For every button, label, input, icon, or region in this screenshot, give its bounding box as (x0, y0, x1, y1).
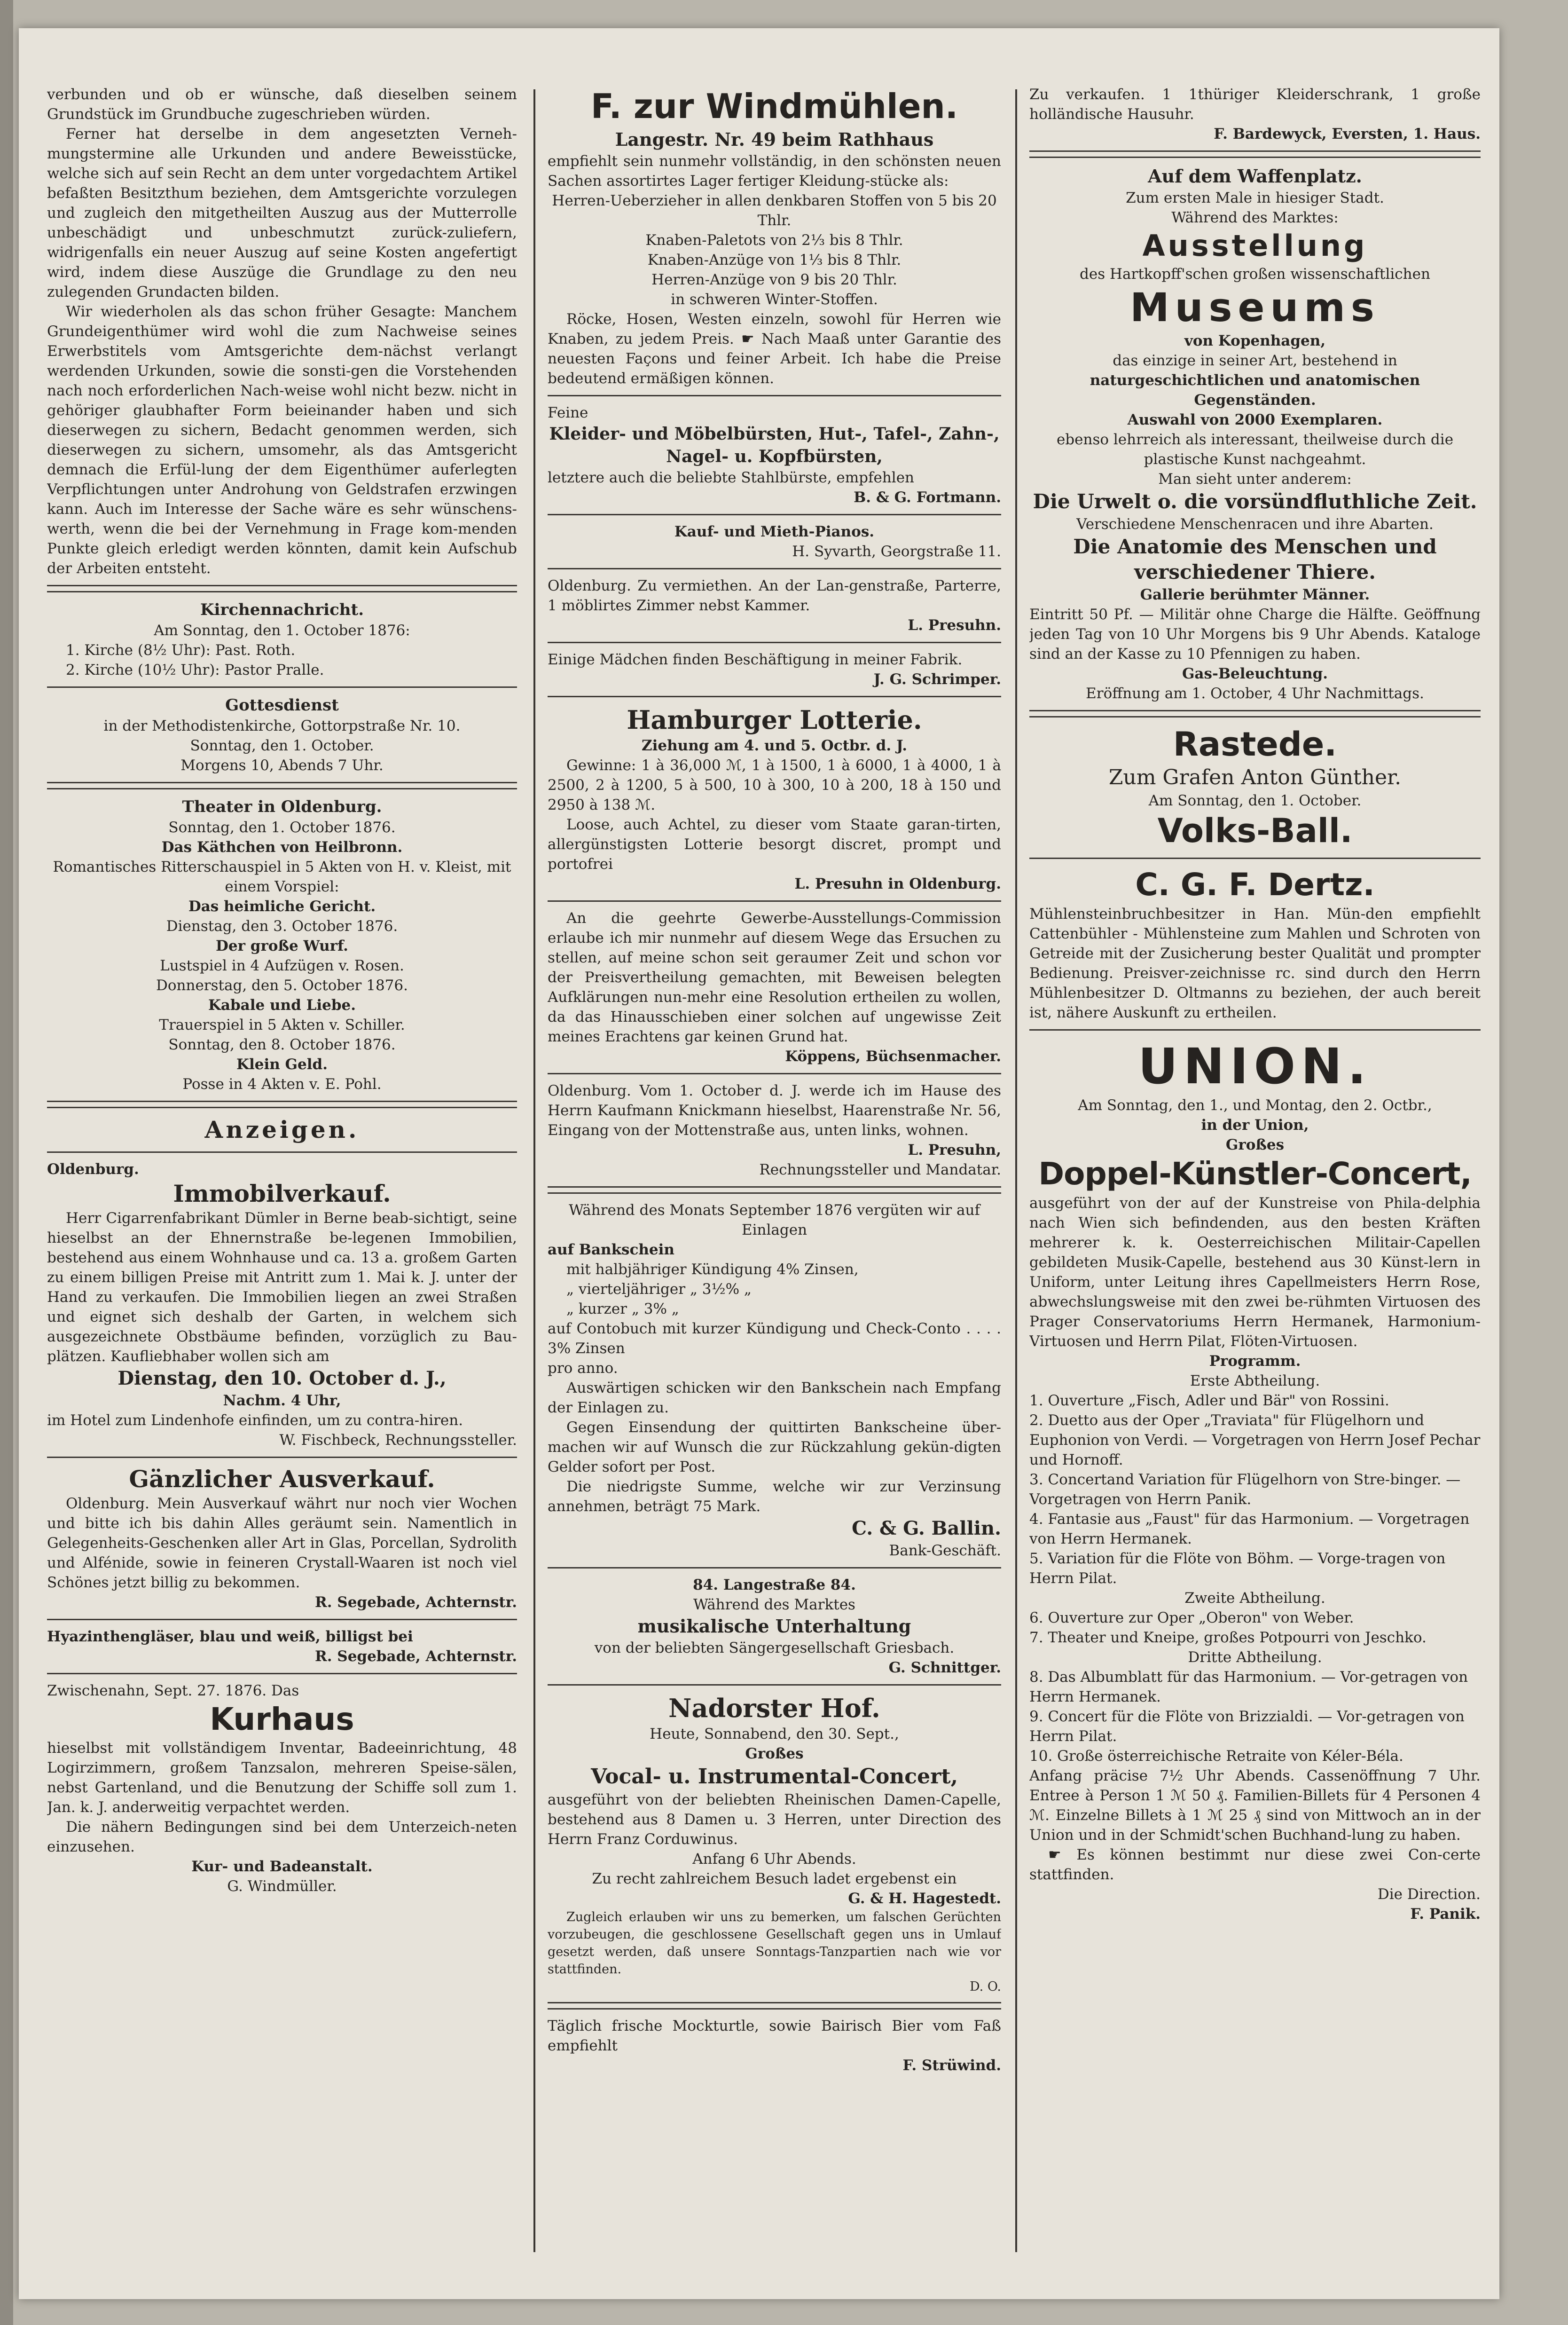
ad-line: auf Contobuch mit kurzer Kündigung und Check-Conto . . . . 3% Zinsen (548, 1320, 1001, 1357)
ad-buersten (548, 403, 1001, 507)
ad-body: Röcke, Hosen, Westen einzeln, sowohl für Herren wie Knaben, zu jedem Preis. ☛ Nach Maaß unter Garantie des neuesten Façons und feiner Arbeit. Ich habe die Preise bedeutend ermäßigen können. (548, 311, 1001, 387)
program-section: Erste Abtheilung. (1190, 1372, 1320, 1389)
divider (47, 782, 517, 789)
ad-line: Zum ersten Male in hiesiger Stadt. (1126, 189, 1384, 206)
column-1 (47, 85, 517, 2262)
program-title: Programm. (1209, 1353, 1301, 1370)
ad-body: Gewinne: 1 à 36,000 ℳ, 1 à 1500, 1 à 6000, 1 à 4000, 1 à 2500, 2 à 1200, 5 à 500, 10 à 300, 10 à 200, 18 à 150 und 2950 à 138 ℳ. (548, 757, 1001, 813)
ad-body: hieselbst mit vollständigem Inventar, Badeeinrichtung, 48 Logirzimmern, großem Tanzsalon, mehreren Speise-sälen, nebst Gartenland, und die Benutzung der Schiffe soll zum 1. Jan. k. J. anderweitig verpachtet werden. (47, 1740, 517, 1816)
theater-desc: Trauerspiel in 5 Akten v. Schiller. (159, 1017, 405, 1033)
program-item: 10. Große österreichische Retraite von Kéler-Béla. (1029, 1748, 1403, 1765)
theater-play: Das Käthchen von Heilbronn. (161, 839, 403, 856)
divider (47, 686, 517, 688)
program-item: 7. Theater und Kneipe, großes Potpourri von Jeschko. (1029, 1629, 1427, 1646)
ad-line: Knaben-Paletots von 2⅓ bis 8 Thlr. (645, 232, 903, 249)
ad-signature: W. Fischbeck, Rechnungssteller. (279, 1432, 517, 1449)
theater-desc: Romantisches Ritterschauspiel in 5 Akten von H. v. Kleist, mit einem Vorspiel: (53, 859, 511, 895)
program-item: 6. Ouverture zur Oper „Oberon" von Weber. (1029, 1609, 1354, 1626)
theater-date: Dienstag, den 3. October 1876. (166, 918, 398, 935)
column-3 (1029, 85, 1481, 2262)
divider (47, 1151, 517, 1153)
ad-body: Oldenburg. Vom 1. October d. J. werde ich im Hause des Herrn Kaufmann Knickmann hieselbst, Haarenstraße Nr. 56, Eingang von der Mottenstraße aus, unten links, wohnen. (548, 1082, 1001, 1139)
ad-line: pro anno. (548, 1360, 618, 1377)
ad-line: Während des Marktes: (1171, 209, 1339, 226)
theater-date: Sonntag, den 1. October 1876. (168, 819, 396, 836)
theater-title: Theater in Oldenburg. (182, 797, 382, 816)
divider (47, 1619, 517, 1620)
ad-line: mit halbjähriger Kündigung 4% Zinsen, (566, 1261, 859, 1278)
divider (1029, 150, 1481, 158)
ad-kurhaus (47, 1681, 517, 1896)
theater-play: Das heimliche Gericht. (188, 898, 376, 915)
divider (47, 1673, 517, 1674)
ad-title: Nadorster Hof. (668, 1693, 880, 1723)
ad-line: Großes (745, 1745, 804, 1762)
ad-body: Die nähern Bedingungen sind bei dem Unterzeich-neten einzusehen. (47, 1819, 517, 1855)
divider (548, 1684, 1001, 1686)
ad-place: Oldenburg. (47, 1161, 139, 1178)
divider (548, 1186, 1001, 1194)
ad-title: UNION. (1138, 1038, 1372, 1095)
divider (548, 568, 1001, 569)
program-item: 4. Fantasie aus „Faust" für das Harmonium. — Vorgetragen von Herrn Hermanek. (1029, 1511, 1470, 1547)
ad-line: Am Sonntag, den 1. October. (1148, 792, 1362, 809)
section-title-anzeigen: Anzeigen. (204, 1116, 360, 1143)
ad-title: Kleider- und Möbelbürsten, Hut-, Tafel-, Zahn-, Nagel- u. Kopfbürsten, (549, 424, 1000, 466)
ad-line: Ziehung am 4. und 5. Octbr. d. J. (641, 737, 907, 754)
theater-program (47, 796, 517, 1094)
ad-body: An die geehrte Gewerbe-Ausstellungs-Commission erlaube ich mir nunmehr auf diesem Wege das Ersuchen zu stellen, auf meine schon seit geraumer Zeit und schon vor der Preisvertheilung gemachten, mit Beweisen belegten Aufklärungen nun-mehr eine Resolution ertheilen zu wollen, da das Hinausschieben einer solchen auf ungewisse Zeit meines Erachtens gar keinen Grund hat. (548, 910, 1001, 1045)
ad-body: Anfang präcise 7½ Uhr Abends. Cassenöffnung 7 Uhr. Entree à Person 1 ℳ 50 ₰. Familien-Billets für 4 Personen 4 ℳ. Einzelne Billets à 1 ℳ 25 ₰ sind von Mittwoch an in der Union und in der Schmidt'schen Buchhand-lung zu haben. (1029, 1767, 1481, 1844)
ad-body: Eintritt 50 Pf. — Militär ohne Charge die Hälfte. Geöffnung jeden Tag von 10 Uhr Morgens bis 9 Uhr Abends. Kataloge sind an der Kasse zu 10 Pfennigen zu haben. (1029, 606, 1481, 662)
ad-title: Doppel-Künstler-Concert, (1038, 1156, 1472, 1192)
theater-play: Klein Geld. (236, 1056, 328, 1073)
ad-signature: J. G. Schrimper. (873, 671, 1001, 688)
ad-dertz (1029, 866, 1481, 1023)
ad-address: Langestr. Nr. 49 beim Rathhaus (615, 129, 934, 150)
ad-signature: R. Segebade, Achternstr. (314, 1648, 517, 1665)
ad-line: Zum Grafen Anton Günther. (1108, 765, 1402, 789)
theater-date: Sonntag, den 8. October 1876. (168, 1036, 396, 1053)
ad-line: musikalische Unterhaltung (637, 1616, 911, 1637)
program-list (1029, 1391, 1481, 1588)
ad-body: Oldenburg. Mein Ausverkauf währt nur noch vier Wochen und bitte ich bis dahin Alles geräumt sein. Namentlich in Gelegenheits-Geschenken aller Art in Glas, Porcellan, Sydrolith und Alfénide, sowie in feineren Crystall-Waaren ist noch viel Schönes jetzt billig zu bekommen. (47, 1495, 517, 1591)
divider (548, 2002, 1001, 2010)
ad-langestrasse-84 (548, 1575, 1001, 1678)
ad-title: 84. Langestraße 84. (693, 1576, 856, 1593)
ad-body: Mühlensteinbruchbesitzer in Han. Mün-den empfiehlt Cattenbühler - Mühlensteine zum Mahlen und Schroten von Getreide mit der Zusicherung bester Qualität und prompter Bedienung. Preisver-zeichnisse rc. sind durch den Herrn Mühlenbesitzer D. Oltmanns zu beziehen, der auch bereit ist, nähere Auskunft zu ertheilen. (1029, 906, 1481, 1021)
ad-rastede (1029, 724, 1481, 851)
ad-line: Feine (548, 404, 588, 421)
ad-verkauf (1029, 85, 1481, 144)
ad-title: Gänzlicher Ausverkauf. (129, 1465, 435, 1493)
ad-line: von Kopenhagen, (1184, 332, 1326, 349)
church-date: Am Sonntag, den 1. October 1876: (154, 622, 410, 639)
ad-museum (1029, 165, 1481, 703)
service-title: Gottesdienst (225, 696, 339, 715)
ad-line: des Hartkopff'schen großen wissenschaftlichen (1080, 266, 1430, 283)
ad-signature: L. Presuhn, (908, 1142, 1001, 1159)
ad-line: Die Urwelt o. die vorsündfluthliche Zeit. (1033, 490, 1477, 513)
ad-body: Zu verkaufen. 1 1thüriger Kleiderschrank, 1 große holländische Hausuhr. (1029, 86, 1481, 123)
ad-line: in schweren Winter-Stoffen. (671, 291, 878, 308)
ad-hyazinth (47, 1627, 517, 1666)
service-notice (47, 694, 517, 775)
ad-body: im Hotel zum Lindenhofe einfinden, um zu contra-hiren. (47, 1412, 463, 1429)
newspaper-page (19, 28, 1499, 2299)
ad-body: Gegen Einsendung der quittirten Bankscheine über-machen wir auf Wunsch die zur Rückzahlung gekün-digten Gelder sofort per Post. (548, 1419, 1001, 1475)
ad-title: Immobilverkauf. (173, 1180, 391, 1207)
ad-line: Knaben-Anzüge von 1⅓ bis 8 Thlr. (647, 252, 902, 268)
divider (548, 395, 1001, 396)
ad-place: Zwischenahn, Sept. 27. 1876. Das (47, 1682, 299, 1699)
column-rule (1015, 89, 1017, 2252)
ad-title: Kauf- und Mieth-Pianos. (674, 523, 875, 540)
ad-line: Herren-Anzüge von 9 bis 20 Thlr. (651, 271, 897, 288)
ad-line: naturgeschichtlichen und anatomischen Gegenständen. (1090, 372, 1420, 409)
divider (548, 1567, 1001, 1568)
program-item: 1. Ouverture „Fisch, Adler und Bär" von Rossini. (1029, 1392, 1389, 1409)
ad-line: in der Union, (1201, 1117, 1309, 1134)
ad-signature: G. Schnittger. (888, 1659, 1001, 1676)
service-line: in der Methodistenkirche, Gottorpstraße Nr. 10. (103, 717, 461, 734)
program-item: 3. Concertand Variation für Flügelhorn von Stre-binger. — Vorgetragen von Herrn Panik. (1029, 1471, 1461, 1508)
ad-line: Auswahl von 2000 Exemplaren. (1127, 411, 1383, 428)
ad-signature: Kur- und Badeanstalt. (191, 1858, 373, 1875)
ad-ausverkauf (47, 1465, 517, 1612)
divider (548, 514, 1001, 515)
ad-line: auf Bankschein (548, 1241, 674, 1258)
theater-desc: Lustspiel in 4 Aufzügen v. Rosen. (160, 957, 404, 974)
service-line: Sonntag, den 1. October. (190, 737, 374, 754)
ad-body: ausgeführt von der beliebten Rheinischen Damen-Capelle, bestehend aus 8 Damen u. 3 Herren, unter Direction des Herrn Franz Corduwinus. (548, 1791, 1001, 1848)
ad-body: empfiehlt sein nunmehr vollständig, in den schönsten neuen Sachen assortirtes Lager fertiger Kleidung-stücke als: (548, 153, 1001, 189)
legal-paragraph: verbunden und ob er wünsche, daß dieselben seinem Grundstück im Grundbuche zugeschrieben würden. (47, 86, 517, 123)
ad-title: Volks-Ball. (1157, 812, 1353, 850)
page-edge (0, 0, 13, 2325)
divider (548, 642, 1001, 643)
ad-body: Loose, auch Achtel, zu dieser vom Staate garan-tirten, allergünstigsten Lotterie besorgt discret, prompt und portofrei (548, 816, 1001, 873)
ad-maedchen (548, 650, 1001, 689)
program-section: Zweite Abtheilung. (1184, 1590, 1325, 1607)
ad-signature: Köppens, Büchsenmacher. (785, 1048, 1001, 1065)
ad-signature: C. & G. Ballin. (852, 1517, 1001, 1539)
ad-gewerbe (548, 908, 1001, 1066)
program-section: Dritte Abtheilung. (1188, 1649, 1322, 1666)
divider (47, 1457, 517, 1458)
ad-line: Man sieht unter anderem: (1158, 471, 1352, 488)
ad-body: ☛ Es können bestimmt nur diese zwei Con-certe stattfinden. (1029, 1846, 1481, 1883)
ad-line: Verschiedene Menschenracen und ihre Abarten. (1076, 516, 1434, 533)
ad-body: Auswärtigen schicken wir den Bankschein nach Empfang der Einlagen zu. (548, 1379, 1001, 1416)
ad-body: Während des Monats September 1876 vergüten wir auf Einlagen (569, 1202, 980, 1238)
ad-signature: H. Syvarth, Georgstraße 11. (792, 543, 1001, 560)
ad-title: Museums (1130, 284, 1380, 331)
service-line: Morgens 10, Abends 7 Uhr. (180, 757, 384, 774)
program-list (1029, 1608, 1481, 1647)
theater-play: Kabale und Liebe. (208, 997, 356, 1014)
ad-lotterie (548, 704, 1001, 894)
ad-signature: R. Segebade, Achternstr. (314, 1594, 517, 1611)
ad-union (1029, 1037, 1481, 1924)
ad-nadorster-hof (548, 1692, 1001, 1995)
ad-title: Hamburger Lotterie. (627, 705, 922, 735)
theater-play: Der große Wurf. (216, 938, 348, 954)
ad-signature: G. & H. Hagestedt. (848, 1890, 1001, 1907)
ad-signature: L. Presuhn. (908, 617, 1001, 634)
ad-signature: L. Presuhn in Oldenburg. (794, 875, 1001, 892)
ad-line: „ kurzer „ 3% „ (566, 1300, 679, 1317)
divider (1029, 858, 1481, 859)
theater-desc: Posse in 4 Akten v. E. Pohl. (182, 1076, 382, 1093)
divider (548, 900, 1001, 902)
ad-body: ausgeführt von der auf der Kunstreise von Phila-delphia nach Wien sich befindenden, aus den besten Kräften mehrerer k. k. Oesterreichischen Militair-Capellen gebildeten Musik-Capelle, bestehend aus 30 Künst-lern in Uniform, unter Leitung ihres Capellmeisters Herrn Rose, abwechslungsweise mit den zwei be-rühmten Virtuosen des Prager Conservatoriums Herrn Hermanek, Harmonium-Virtuosen und Herrn Pilat, Flöten-Virtuosen. (1029, 1195, 1481, 1350)
legal-notice (47, 85, 517, 578)
ad-title: C. G. F. Dertz. (1135, 867, 1375, 903)
ad-pianos (548, 522, 1001, 561)
ad-line: Anfang 6 Uhr Abends. (692, 1851, 856, 1868)
ad-immobilverkauf (47, 1159, 517, 1450)
ad-line: Während des Marktes (693, 1596, 855, 1613)
column-rule (533, 89, 535, 2252)
ad-line: Am Sonntag, den 1., und Montag, den 2. Octbr., (1078, 1097, 1432, 1114)
ad-body: letztere auch die beliebte Stahlbürste, empfehlen (548, 469, 915, 486)
church-title: Kirchennachricht. (200, 600, 364, 619)
column-2 (548, 85, 1001, 2262)
ad-body: Einige Mädchen finden Beschäftigung in meiner Fabrik. (548, 651, 963, 668)
ad-wohnung (548, 1081, 1001, 1180)
divider (548, 696, 1001, 697)
program-item: 5. Variation für die Flöte von Böhm. — Vorge-tragen von Herrn Pilat. (1029, 1550, 1446, 1587)
church-line: 2. Kirche (10½ Uhr): Pastor Pralle. (66, 662, 324, 678)
program-item: 9. Concert für die Flöte von Brizzialdi. — Vor-getragen von Herrn Pilat. (1029, 1708, 1465, 1745)
ad-line: ebenso lehrreich als interessant, theilweise durch die plastische Kunst nachgeahmt. (1056, 431, 1454, 468)
ad-line: Heute, Sonnabend, den 30. Sept., (650, 1726, 899, 1742)
ad-mockturtle (548, 2016, 1001, 2075)
divider (548, 1073, 1001, 1074)
ad-body: Herr Cigarrenfabrikant Dümler in Berne beab-sichtigt, seine hieselbst an der Ehnernstraße be-legenen Immobilien, bestehend aus einem Wohnhause und ca. 13 a. großem Garten zu einem billigen Preise mit Antritt zum 1. Mai k. J. unter der Hand zu verkaufen. Die Immobilien liegen an zwei Straßen und eignet sich deshalb der Garten, in welchem sich ausgezeichnete Obstbäume befinden, vorzüglich zu Bau-plätzen. Kaufliebhaber wollen sich am (47, 1210, 517, 1365)
divider (1029, 1029, 1481, 1031)
ad-vermiethen (548, 576, 1001, 635)
ad-line: Gallerie berühmter Männer. (1140, 586, 1370, 603)
church-notice (47, 599, 517, 680)
ad-body: Oldenburg. Zu vermiethen. An der Lan-genstraße, Parterre, 1 möblirtes Zimmer nebst Kammer. (548, 577, 1001, 614)
ad-title: Vocal- u. Instrumental-Concert, (591, 1765, 958, 1789)
ad-signature: G. Windmüller. (227, 1878, 337, 1895)
ad-line: „ vierteljähriger „ 3½% „ (566, 1281, 752, 1298)
ad-ballin (548, 1200, 1001, 1561)
ad-signature: D. O. (970, 1979, 1001, 1994)
ad-body: Zugleich erlauben wir uns zu bemerken, um falschen Gerüchten vorzubeugen, die geschlossene Gesellschaft gegen uns in Umlauf gesetzt werden, daß unsere Sonntags-Tanzpartien nach wie vor stattfinden. (548, 1910, 1001, 1977)
divider (47, 585, 517, 592)
ad-signature: Bank-Geschäft. (889, 1542, 1001, 1559)
church-line: 1. Kirche (8½ Uhr): Past. Roth. (66, 642, 296, 659)
ad-line: Die Anatomie des Menschen und verschiedener Thiere. (1073, 535, 1437, 583)
ad-signature: F. Strüwind. (902, 2057, 1001, 2074)
ad-line: Zu recht zahlreichem Besuch ladet ergebenst ein (592, 1870, 957, 1887)
ad-date: Dienstag, den 10. October d. J., (118, 1367, 447, 1389)
ad-body: Hyazinthengläser, blau und weiß, billigst bei (47, 1628, 413, 1645)
legal-paragraph: Wir wiederholen als das schon früher Gesagte: Manchem Grundeigenthümer wird wohl die zum Nachweise seines Erwerbstitels vom Amtsgerichte dem-nächst verlangt werdenden Urkunden, sowie die sonsti-gen die Vorstehenden nach noch erforderlichen Nach-weise wohl nicht bezw. nicht in gehöriger glaubhafter Form beieinander haben und sich dieserwegen zu sichern, Bedacht genommen werden, sich dieserwegen zu sichern, umsomehr, als das Amtsgericht demnach die Erfül-lung der dem Eigenthümer auferlegten Verpflichtungen unter Androhung von Geldstrafen erzwingen kann. Auch im Interesse der Sache wäre es sehr wünschens-werth, wenn die bei der Vernehmung in Frage kom-menden Punkte gleich erledigt werden könnten, damit kein Aufschub der Arbeiten entsteht. (47, 303, 517, 577)
ad-title: Kurhaus (210, 1701, 354, 1737)
ad-signature: Die Direction. (1377, 1886, 1481, 1903)
divider (47, 1101, 517, 1108)
program-item: 2. Duetto aus der Oper „Traviata" für Flügelhorn und Euphonion von Verdi. — Vorgetragen von Herrn Josef Pechar und Hornoff. (1029, 1412, 1481, 1468)
ad-body: Die niedrigste Summe, welche wir zur Verzinsung annehmen, beträgt 75 Mark. (548, 1478, 1001, 1515)
ad-place: Auf dem Waffenplatz. (1148, 166, 1362, 187)
ad-time: Nachm. 4 Uhr, (223, 1392, 341, 1409)
ad-line: Herren-Ueberzieher in allen denkbaren Stoffen von 5 bis 20 Thlr. (552, 192, 997, 229)
ad-body: Täglich frische Mockturtle, sowie Bairisch Bier vom Faß empfiehlt (548, 2018, 1001, 2054)
ad-signature: F. Bardewyck, Eversten, 1. Haus. (1214, 126, 1481, 142)
ad-title: Rastede. (1173, 725, 1337, 764)
ad-signature: F. Panik. (1410, 1906, 1481, 1923)
theater-date: Donnerstag, den 5. October 1876. (156, 977, 408, 994)
divider (1029, 710, 1481, 717)
ad-signature: B. & G. Fortmann. (854, 489, 1001, 506)
ad-signature: Rechnungssteller und Mandatar. (759, 1161, 1001, 1178)
program-item: 8. Das Albumblatt für das Harmonium. — Vor-getragen von Herrn Hermanek. (1029, 1669, 1468, 1705)
ad-line: Eröffnung am 1. October, 4 Uhr Nachmittags. (1086, 685, 1424, 702)
ad-line: das einzige in seiner Art, bestehend in (1113, 352, 1397, 369)
program-list (1029, 1667, 1481, 1766)
ad-line: von der beliebten Sängergesellschaft Griesbach. (594, 1639, 955, 1656)
ad-line: Gas-Beleuchtung. (1182, 665, 1328, 682)
ad-windmuehlen (548, 85, 1001, 388)
ad-title: Ausstellung (1142, 229, 1368, 263)
ad-line: Großes (1225, 1136, 1285, 1153)
legal-paragraph: Ferner hat derselbe in dem angesetzten Verneh-mungstermine alle Urkunden und andere Beweisstücke, welche sich auf sein Recht an dem unter vorgedachtem Artikel befaßten Besitzthum beziehen, dem Amtsgerichte vorzulegen und zugleich den mitgetheilten Auszug aus der Mutterrolle unbeschädigt und unbeschmutzt zurück-zuliefern, widrigenfalls ein neuer Auszug auf seine Kosten angefertigt wird, indem diese Auszüge die Grundlage zu den neu zulegenden Grundacten bilden. (47, 126, 517, 300)
ad-title: F. zur Windmühlen. (590, 87, 958, 126)
